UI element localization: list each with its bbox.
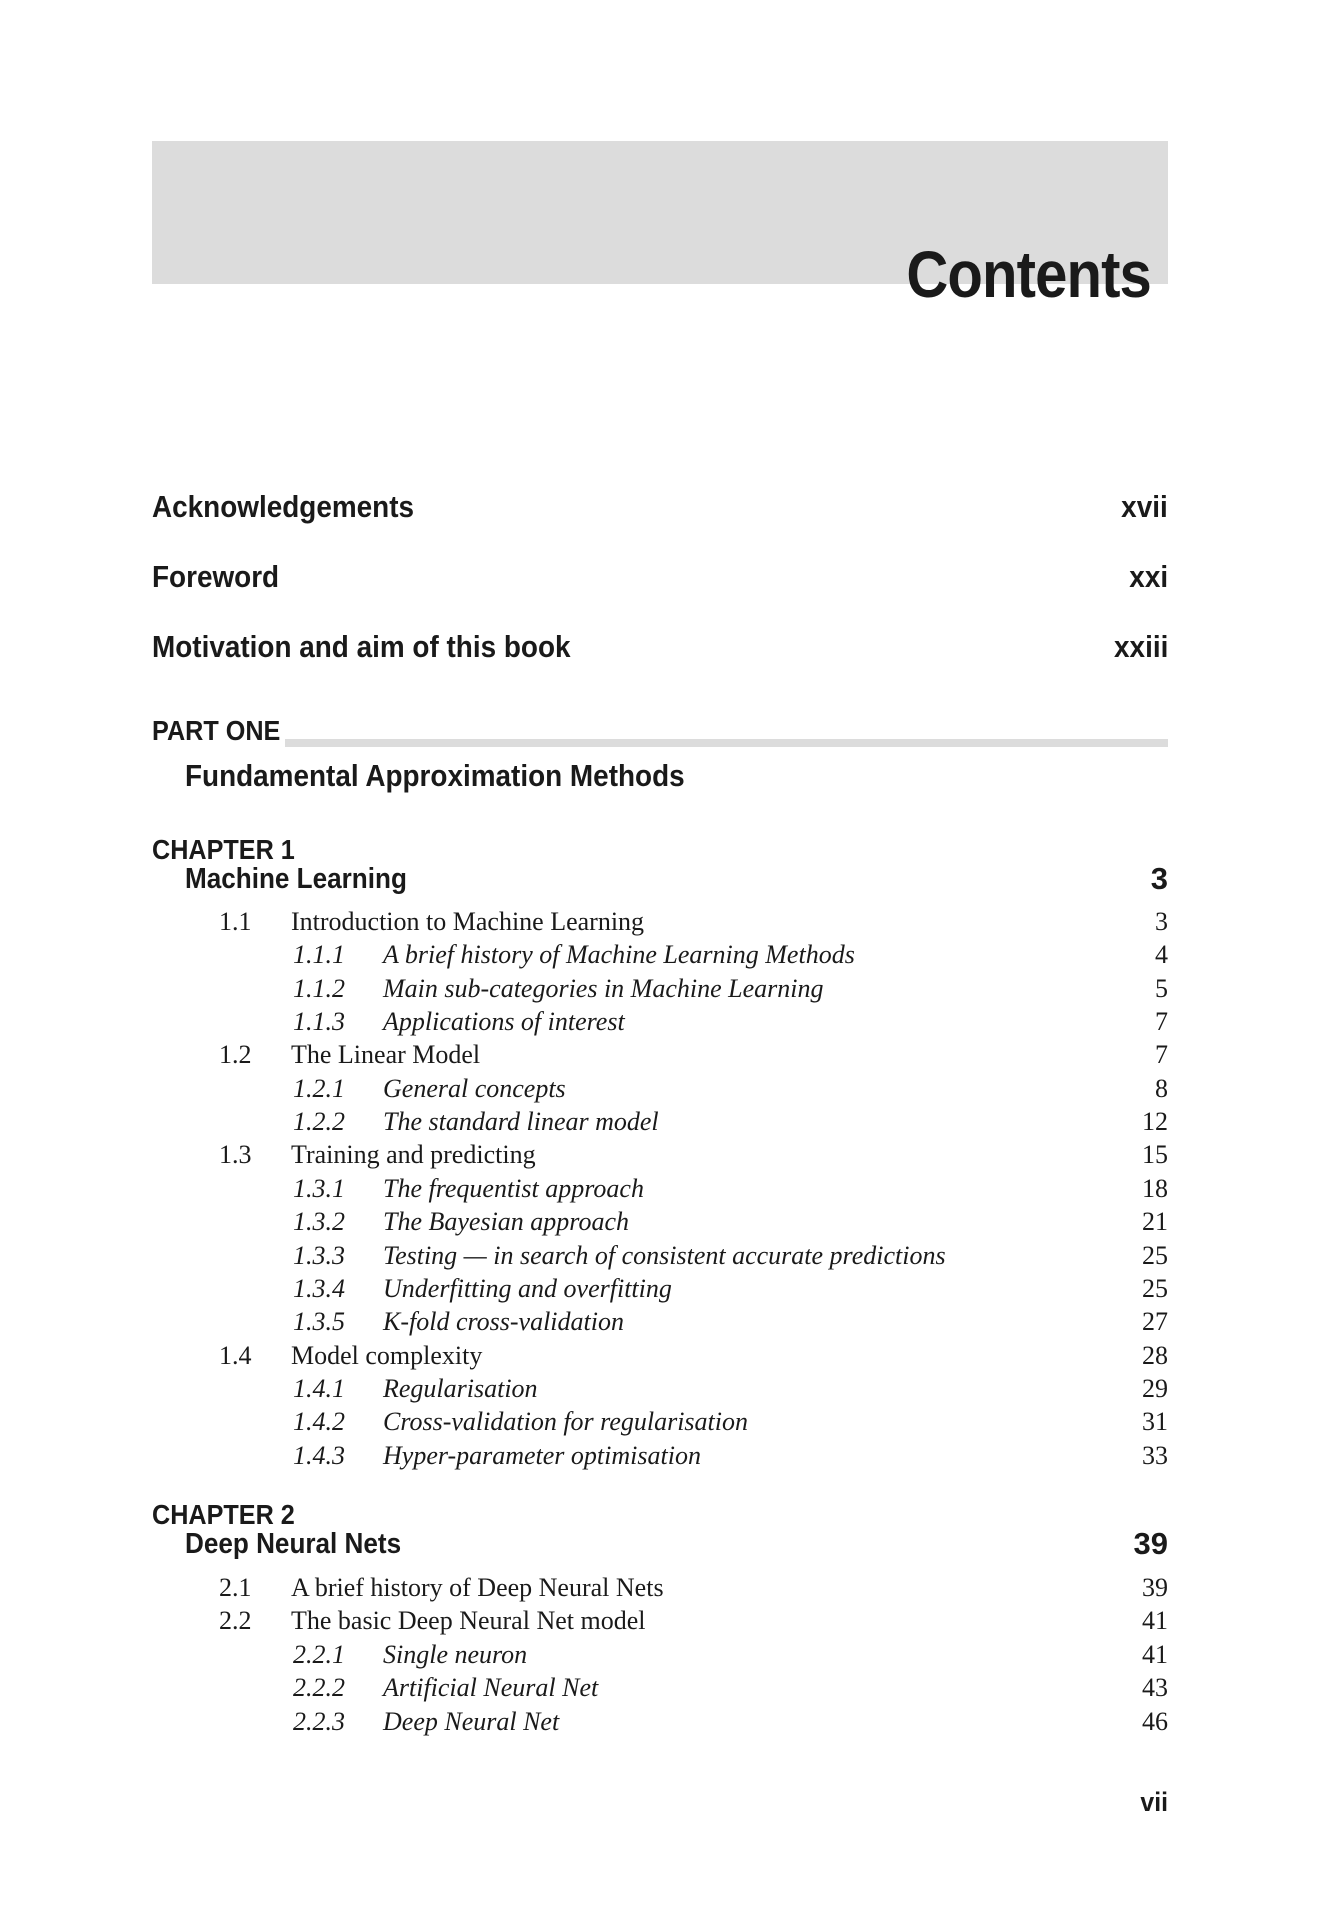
toc-entry-page: 7 (1155, 1007, 1168, 1037)
toc-front-item[interactable] (152, 487, 1168, 527)
toc-entry-number: 1.4.1 (293, 1373, 345, 1403)
toc-entry-page: 4 (1155, 940, 1168, 970)
toc-front-label: Foreword (152, 559, 280, 594)
toc-entry-title: Cross-validation for regularisation (383, 1407, 748, 1437)
toc-subsection-entry[interactable] (0, 1405, 1339, 1438)
toc-entry-title: The Bayesian approach (383, 1207, 629, 1237)
toc-front-page: xxi (1129, 559, 1168, 594)
toc-entry-number: 1.1.2 (293, 973, 345, 1003)
toc-entry-page: 41 (1142, 1639, 1168, 1669)
toc-section-entry[interactable] (0, 905, 1339, 938)
toc-entry-title: The Linear Model (291, 1040, 481, 1070)
toc-entry-title: Artificial Neural Net (383, 1673, 599, 1703)
toc-entry-number: 1.3.4 (293, 1273, 345, 1303)
toc-entry-title: Regularisation (383, 1373, 538, 1403)
toc-entry-title: Training and predicting (291, 1140, 536, 1170)
toc-entry-title: K-fold cross-validation (383, 1307, 624, 1337)
toc-entry-page: 29 (1142, 1373, 1168, 1403)
toc-entry-title: Hyper-parameter optimisation (383, 1440, 701, 1470)
toc-entry-number: 1.2.1 (293, 1073, 345, 1103)
toc-entry-number: 1.1.3 (293, 1007, 345, 1037)
toc-subsection-entry[interactable] (0, 1105, 1339, 1138)
toc-subsection-entry[interactable] (0, 1439, 1339, 1472)
toc-subsection-entry[interactable] (0, 1305, 1339, 1338)
toc-section-entry[interactable] (0, 1339, 1339, 1372)
toc-front-item[interactable] (152, 557, 1168, 597)
toc-subsection-entry[interactable] (0, 1638, 1339, 1671)
page-number: vii (1140, 1787, 1168, 1817)
toc-entry-page: 39 (1142, 1573, 1168, 1602)
toc-section-entry[interactable] (0, 1571, 1339, 1604)
chapter-label: CHAPTER 1 (152, 834, 295, 865)
toc-entry-page: 43 (1142, 1673, 1168, 1703)
toc-entry-page: 28 (1142, 1340, 1168, 1370)
toc-entry-number: 1.2.2 (293, 1107, 345, 1137)
toc-entry-title: Underfitting and overfitting (383, 1273, 672, 1303)
toc-section-entry[interactable] (0, 1138, 1339, 1171)
toc-entry-number: 1.1.1 (293, 940, 345, 970)
toc-entry-page: 41 (1142, 1606, 1168, 1636)
toc-subsection-entry[interactable] (0, 972, 1339, 1005)
toc-entry-number: 1.4.3 (293, 1440, 345, 1470)
chapter-page: 39 (1133, 1526, 1168, 1561)
page-title: Contents (906, 237, 1151, 311)
toc-entry-title: The standard linear model (383, 1107, 659, 1137)
toc-entry-number: 2.2 (219, 1606, 252, 1636)
toc-entry-number: 1.4 (219, 1340, 252, 1370)
toc-entry-title: Testing — in search of consistent accurate predictions (383, 1240, 946, 1270)
toc-entry-title: Introduction to Machine Learning (291, 907, 645, 936)
toc-entry-page: 12 (1142, 1107, 1168, 1137)
toc-entry-page: 46 (1142, 1706, 1168, 1736)
part-label: PART ONE (152, 715, 281, 746)
toc-entry-title: The frequentist approach (383, 1173, 644, 1203)
toc-entry-number: 1.4.2 (293, 1407, 345, 1437)
toc-entry-number: 2.2.2 (293, 1673, 345, 1703)
toc-entry-title: Applications of interest (383, 1007, 625, 1037)
toc-subsection-entry[interactable] (0, 1705, 1339, 1738)
toc-subsection-entry[interactable] (0, 1072, 1339, 1105)
toc-entry-page: 8 (1155, 1073, 1168, 1103)
toc-subsection-entry[interactable] (0, 1239, 1339, 1272)
toc-entry-page: 7 (1155, 1040, 1168, 1070)
toc-section-entry[interactable] (0, 1038, 1339, 1071)
part-title: Fundamental Approximation Methods (185, 758, 685, 793)
toc-entry-number: 1.2 (219, 1040, 252, 1070)
toc-entry-title: Model complexity (291, 1340, 483, 1370)
toc-front-label: Motivation and aim of this book (152, 629, 571, 664)
toc-entry-page: 15 (1142, 1140, 1168, 1170)
toc-entry-number: 2.2.3 (293, 1706, 345, 1736)
toc-entry-page: 31 (1142, 1407, 1168, 1437)
toc-subsection-entry[interactable] (0, 938, 1339, 971)
toc-entry-title: General concepts (383, 1073, 566, 1103)
toc-entry-page: 27 (1142, 1307, 1168, 1337)
chapter-label: CHAPTER 2 (152, 1499, 295, 1530)
chapter-page: 3 (1150, 861, 1168, 896)
toc-entry-number: 1.3.5 (293, 1307, 345, 1337)
toc-entry-number: 1.1 (219, 907, 252, 936)
toc-front-label: Acknowledgements (152, 489, 415, 524)
toc-entry-page: 3 (1155, 907, 1168, 936)
toc-entry-page: 5 (1155, 973, 1168, 1003)
toc-entry-page: 25 (1142, 1240, 1168, 1270)
toc-subsection-entry[interactable] (0, 1005, 1339, 1038)
toc-entry-number: 1.3 (219, 1140, 252, 1170)
toc-entry-title: Main sub-categories in Machine Learning (383, 973, 824, 1003)
toc-section-entry[interactable] (0, 1604, 1339, 1637)
toc-entry-title: A brief history of Deep Neural Nets (291, 1573, 664, 1602)
toc-front-page: xxiii (1113, 629, 1168, 664)
toc-entry-number: 2.1 (219, 1573, 252, 1602)
toc-subsection-entry[interactable] (0, 1671, 1339, 1704)
toc-entry-page: 21 (1142, 1207, 1168, 1237)
toc-subsection-entry[interactable] (0, 1172, 1339, 1205)
part-divider (285, 739, 1168, 747)
toc-subsection-entry[interactable] (0, 1272, 1339, 1305)
chapter-title[interactable]: Deep Neural Nets (185, 1528, 402, 1560)
toc-entry-number: 2.2.1 (293, 1639, 345, 1669)
toc-entry-page: 33 (1142, 1440, 1168, 1470)
toc-entry-page: 25 (1142, 1273, 1168, 1303)
toc-front-page: xvii (1121, 489, 1168, 524)
toc-entry-title: A brief history of Machine Learning Methods (383, 940, 855, 970)
toc-subsection-entry[interactable] (0, 1205, 1339, 1238)
chapter-title[interactable]: Machine Learning (185, 863, 407, 895)
toc-entry-title: The basic Deep Neural Net model (291, 1606, 646, 1636)
toc-entry-title: Single neuron (383, 1639, 528, 1669)
toc-entry-number: 1.3.2 (293, 1207, 345, 1237)
toc-entry-title: Deep Neural Net (383, 1706, 560, 1736)
toc-entry-page: 18 (1142, 1173, 1168, 1203)
toc-entry-number: 1.3.3 (293, 1240, 345, 1270)
toc-entry-number: 1.3.1 (293, 1173, 345, 1203)
toc-front-item[interactable] (152, 627, 1168, 667)
toc-subsection-entry[interactable] (0, 1372, 1339, 1405)
